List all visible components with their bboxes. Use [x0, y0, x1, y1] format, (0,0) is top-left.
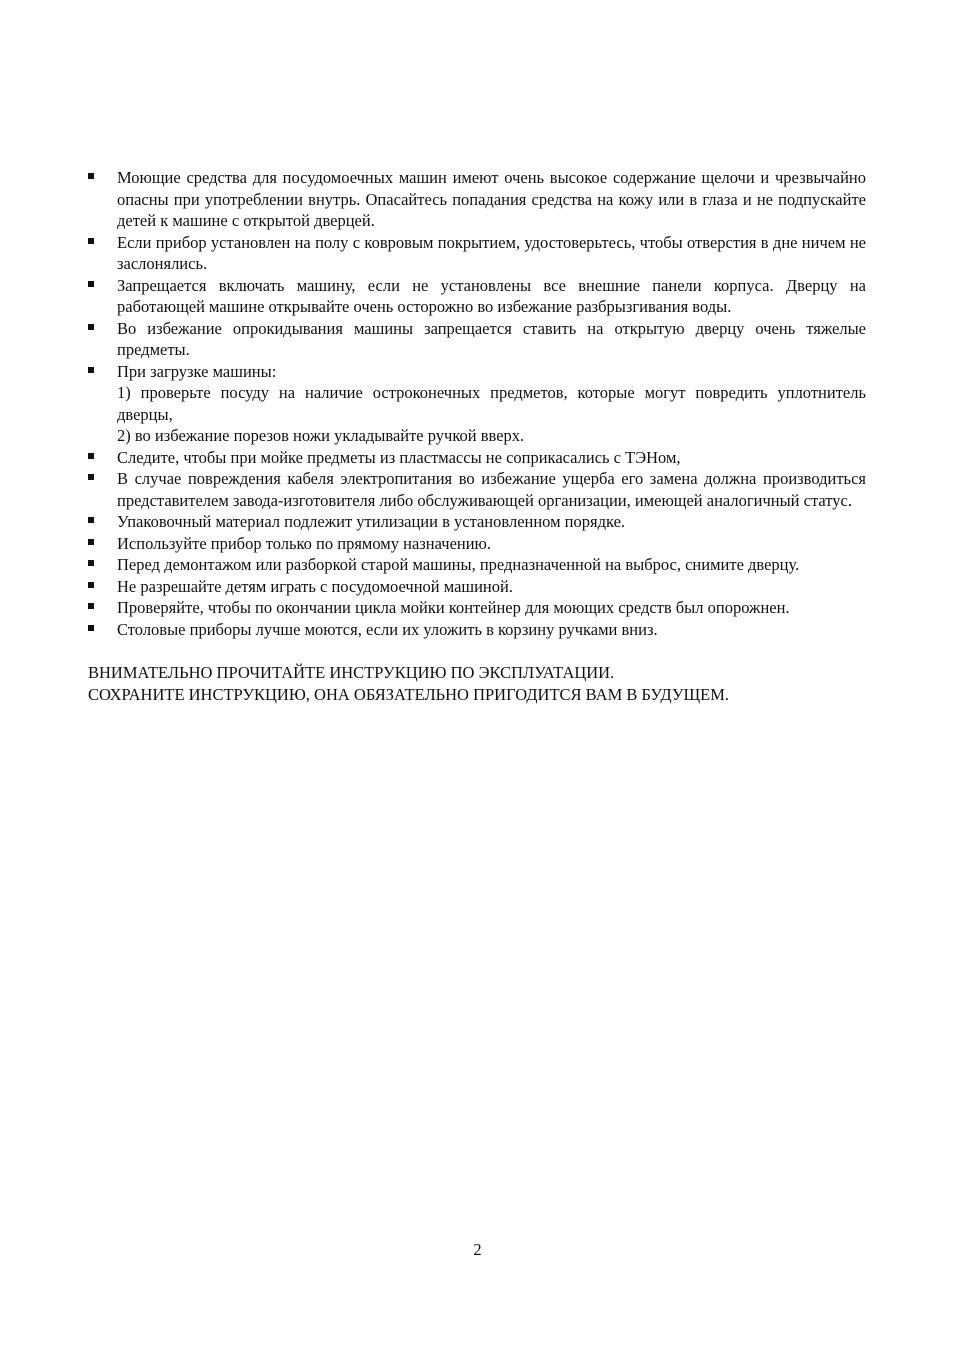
list-item: [88, 447, 866, 469]
list-item: [88, 275, 866, 318]
list-item: [88, 576, 866, 598]
keep-instructions-notice: СОХРАНИТЕ ИНСТРУКЦИЮ, ОНА ОБЯЗАТЕЛЬНО ПРИГОДИТСЯ ВАМ В БУДУЩЕМ.: [88, 684, 730, 704]
list-item-text: Используйте прибор только по прямому назначению.: [117, 533, 492, 553]
list-item-text: Столовые приборы лучше моются, если их уложить в корзину ручками вниз.: [117, 619, 658, 639]
list-item: [88, 533, 866, 555]
list-item: [88, 167, 866, 232]
list-item: [88, 511, 866, 533]
list-item-text: Запрещается включать машину, если не установлены все внешние панели корпуса. Дверцу на работающей машине открывайте очень осторожно во избежание разбрызгивания воды.: [117, 275, 866, 316]
list-item: [88, 597, 866, 619]
list-item: [88, 318, 866, 361]
list-item-text: Следите, чтобы при мойке предметы из пластмассы не соприкасались с ТЭНом,: [117, 447, 681, 467]
square-bullet-icon: [88, 474, 94, 480]
square-bullet-icon: [88, 238, 94, 244]
closing-notice: [88, 662, 866, 705]
list-item-text: Моющие средства для посудомоечных машин имеют очень высокое содержание щелочи и чрезвычайно опасны при употреблении внутрь. Опасайтесь попадания средства на кожу или в глаза и не подпускайте детей к машине с открытой дверцей.: [117, 168, 866, 230]
list-item-text: В случае повреждения кабеля электропитания во избежание ущерба его замена должна производиться представителем завода-изготовителя либо обслуживающей организации, имеющей аналогичный статус.: [117, 469, 866, 510]
list-item: [88, 468, 866, 511]
list-item-subline: 1) проверьте посуду на наличие остроконечных предметов, которые могут повредить уплотнитель дверцы,: [117, 383, 866, 424]
document-body: [88, 167, 866, 705]
square-bullet-icon: [88, 582, 94, 588]
list-item-text: При загрузке машины:: [117, 361, 277, 381]
square-bullet-icon: [88, 281, 94, 287]
list-item-subline: 2) во избежание порезов ножи укладывайте ручкой вверх.: [117, 426, 525, 445]
square-bullet-icon: [88, 603, 94, 609]
list-item: [88, 361, 866, 447]
safety-instructions-list: [88, 167, 866, 640]
read-instructions-notice: ВНИМАТЕЛЬНО ПРОЧИТАЙТЕ ИНСТРУКЦИЮ ПО ЭКСПЛУАТАЦИИ.: [88, 663, 615, 682]
list-item-text: Упаковочный материал подлежит утилизации в установленном порядке.: [117, 512, 626, 531]
square-bullet-icon: [88, 517, 94, 523]
square-bullet-icon: [88, 324, 94, 330]
list-item-text: Во избежание опрокидывания машины запрещается ставить на открытую дверцу очень тяжелые предметы.: [117, 318, 866, 359]
list-item-text: Перед демонтажом или разборкой старой машины, предназначенной на выброс, снимите дверцу.: [117, 555, 800, 574]
square-bullet-icon: [88, 560, 94, 566]
list-item-text: Проверяйте, чтобы по окончании цикла мойки контейнер для моющих средств был опорожнен.: [117, 598, 790, 617]
square-bullet-icon: [88, 539, 94, 545]
square-bullet-icon: [88, 453, 94, 459]
square-bullet-icon: [88, 367, 94, 373]
list-item-text: Если прибор установлен на полу с ковровым покрытием, удостоверьтесь, чтобы отверстия в дне ничем не заслонялись.: [117, 232, 866, 273]
square-bullet-icon: [88, 625, 94, 631]
list-item: [88, 619, 866, 641]
page-number: 2: [473, 1240, 482, 1259]
list-item-text: Не разрешайте детям играть с посудомоечной машиной.: [117, 576, 513, 596]
list-item: [88, 554, 866, 576]
list-item: [88, 232, 866, 275]
square-bullet-icon: [88, 173, 94, 179]
